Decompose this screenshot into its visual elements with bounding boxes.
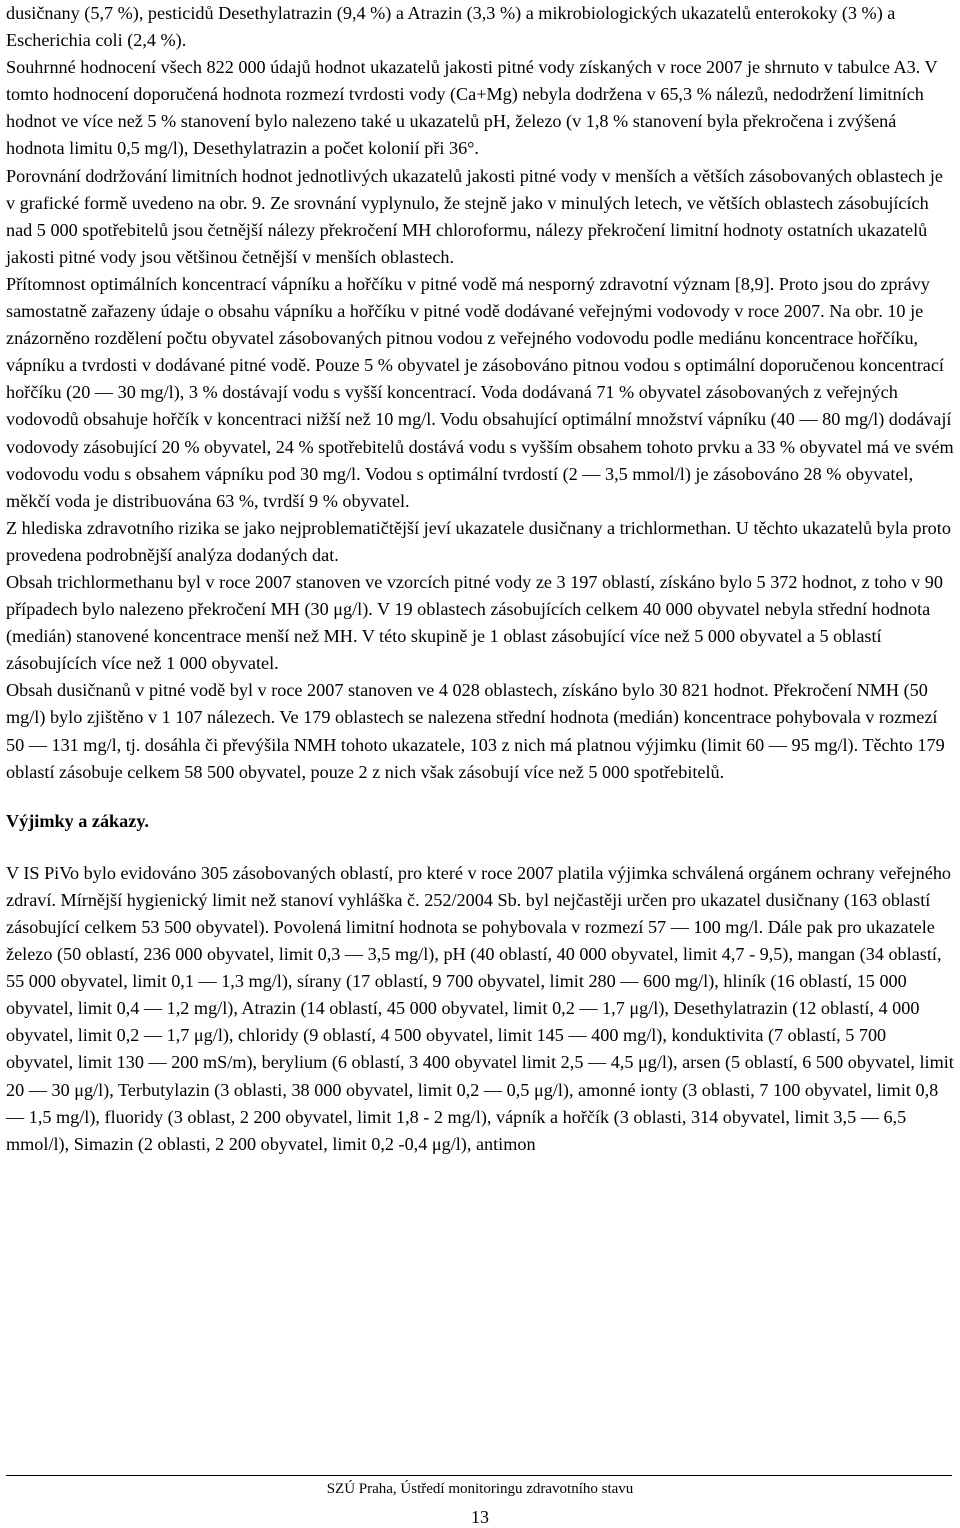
- section-heading: Výjimky a zákazy.: [6, 810, 149, 831]
- paragraph-1: dusičnany (5,7 %), pesticidů Desethylatrazin (9,4 %) a Atrazin (3,3 %) a mikrobiologických ukazatelů enterokoky (3 %) a Escherichia coli (2,4 %).: [6, 3, 896, 51]
- footer-text: SZÚ Praha, Ústředí monitoringu zdravotního stavu: [326, 1481, 634, 1497]
- paragraph-7: Obsah dusičnanů v pitné vodě byl v roce 2007 stanoven ve 4 028 oblastech, získáno bylo 30 821 hodnot. Překročení NMH (50 mg/l) bylo zjištěno v 1 107 nálezech. Ve 179 oblastech se nalezena střední hodnota (medián) koncentrace pohybovala v rozmezí 50 — 131 mg/l, tj. dosáhla či převýšila NMH tohoto ukazatele, 103 z nich má platnou výjimku (limit 60 — 95 mg/l). Těchto 179 oblastí zásobuje celkem 58 500 obyvatel, pouze 2 z nich však zásobují více než 5 000 spotřebitelů.: [6, 680, 945, 782]
- paragraph-4: Přítomnost optimálních koncentrací vápníku a hořčíku v pitné vodě má nesporný zdravotní význam [8,9]. Proto jsou do zprávy samostatně zařazeny údaje o obsahu vápníku a hořčíku v pitné vodě dodávané veřejnými vodovody v roce 2007. Na obr. 10 je znázorněno rozdělení počtu obyvatel zásobovaných pitnou vodou z veřejného vodovodu podle mediánu koncentrace hořčíku, vápníku a tvrdosti v dodávané pitné vodě. Pouze 5 % obyvatel je zásobováno pitnou vodou s optimální doporučenou koncentrací hořčíku (20 — 30 mg/l), 3 % dostávají vodu s vyšší koncentrací. Voda dodávaná 71 % obyvatel zásobovaných z veřejných vodovodů obsahuje hořčík v koncentraci nižší než 10 mg/l. Vodu obsahující optimální množství vápníku (40 — 80 mg/l) dodávají vodovody zásobující 20 % obyvatel, 24 % spotřebitelů dostává vodu s vyšším obsahem tohoto prvku a 33 % obyvatel má ve svém vodovodu vodu s obsahem vápníku pod 30 mg/l. Vodou s optimální tvrdostí (2 — 3,5 mmol/l) je zásobováno 28 % obyvatel, měkčí voda je distribuována 63 %, tvrdší 9 % obyvatel.: [6, 273, 954, 511]
- paragraph-6: Obsah trichlormethanu byl v roce 2007 stanoven ve vzorcích pitné vody ze 3 197 oblastí, získáno bylo 5 372 hodnot, z toho v 90 případech bylo nalezeno překročení MH (30 μg/l). V 19 oblastech zásobujících celkem 40 000 obyvatel nebyla střední hodnota (medián) stanovené koncentrace menší než MH. V této skupině je 1 oblast zásobující více než 5 000 obyvatel a 5 oblastí zásobujících více než 1 000 obyvatel.: [6, 571, 943, 674]
- section-paragraph: V IS PiVo bylo evidováno 305 zásobovaných oblastí, pro které v roce 2007 platila výjimka schválená orgánem ochrany veřejného zdraví. Mírnější hygienický limit než stanoví vyhláška č. 252/2004 Sb. byl nejčastěji určen pro ukazatel dusičnany (163 oblastí zásobující celkem 53 500 obyvatel). Povolená limitní hodnota se pohybovala v rozmezí 57 — 100 mg/l. Dále pak pro ukazatele železo (50 oblastí, 236 000 obyvatel, limit 0,3 — 3,5 mg/l), pH (40 oblastí, 40 000 obyvatel, limit 4,7 - 9,5), mangan (34 oblastí, 55 000 obyvatel, limit 0,1 — 1,3 mg/l), sírany (17 oblastí, 9 700 obyvatel, limit 280 — 600 mg/l), hliník (16 oblastí, 15 000 obyvatel, limit 0,4 — 1,2 mg/l), Atrazin (14 oblastí, 45 000 obyvatel, limit 0,2 — 1,7 μg/l), Desethylatrazin (12 oblastí, 4 000 obyvatel, limit 0,2 — 1,7 μg/l), chloridy (9 oblastí, 4 500 obyvatel, limit 145 — 400 mg/l), konduktivita (7 oblastí, 5 700 obyvatel, limit 130 — 200 mS/m), berylium (6 oblastí, 3 400 obyvatel limit 2,5 — 4,5 μg/l), arsen (5 oblastí, 6 500 obyvatel, limit 20 — 30 μg/l), Terbutylazin (3 oblasti, 38 000 obyvatel, limit 0,2 — 0,5 μg/l), amonné ionty (3 oblasti, 7 100 obyvatel, limit 0,8 — 1,5 mg/l), fluoridy (3 oblast, 2 200 obyvatel, limit 1,8 - 2 mg/l), vápník a hořčík (3 oblasti, 314 obyvatel, limit 3,5 — 6,5 mmol/l), Simazin (2 oblasti, 2 200 obyvatel, limit 0,2 -0,4 μg/l), antimon: [6, 862, 954, 1154]
- paragraph-2: Souhrnné hodnocení všech 822 000 údajů hodnot ukazatelů jakosti pitné vody získaných v roce 2007 je shrnuto v tabulce A3. V tomto hodnocení doporučená hodnota rozmezí tvrdosti vody (Ca+Mg) nebyla dodržena v 65,3 % nálezů, nedodržení limitních hodnot ve více než 5 % stanovení bylo nalezeno také u ukazatelů pH, železo (v 1,8 % stanovení byla překročena i zvýšená hodnota limitu 0,5 mg/l), Desethylatrazin a počet kolonií při 36°.: [6, 57, 938, 159]
- page-number: 13: [471, 1507, 489, 1527]
- paragraph-5: Z hlediska zdravotního rizika se jako nejproblematičtější jeví ukazatele dusičnany a trichlormethan. U těchto ukazatelů byla proto provedena podrobnější analýza dodaných dat.: [6, 517, 951, 565]
- paragraph-3: Porovnání dodržování limitních hodnot jednotlivých ukazatelů jakosti pitné vody v menších a větších zásobovaných oblastech je v grafické formě uvedeno na obr. 9. Ze srovnání vyplynulo, že stejně jako v minulých letech, ve větších oblastech zásobujících nad 5 000 spotřebitelů jsou četnější nálezy překročení MH chloroformu, nálezy překročení limitní hodnoty ostatních ukazatelů jakosti pitné vody jsou většinou četnější v menších oblastech.: [6, 165, 943, 267]
- footer-divider: [6, 1475, 952, 1476]
- document-page: [6, 0, 954, 1158]
- page-footer: [0, 1480, 960, 1528]
